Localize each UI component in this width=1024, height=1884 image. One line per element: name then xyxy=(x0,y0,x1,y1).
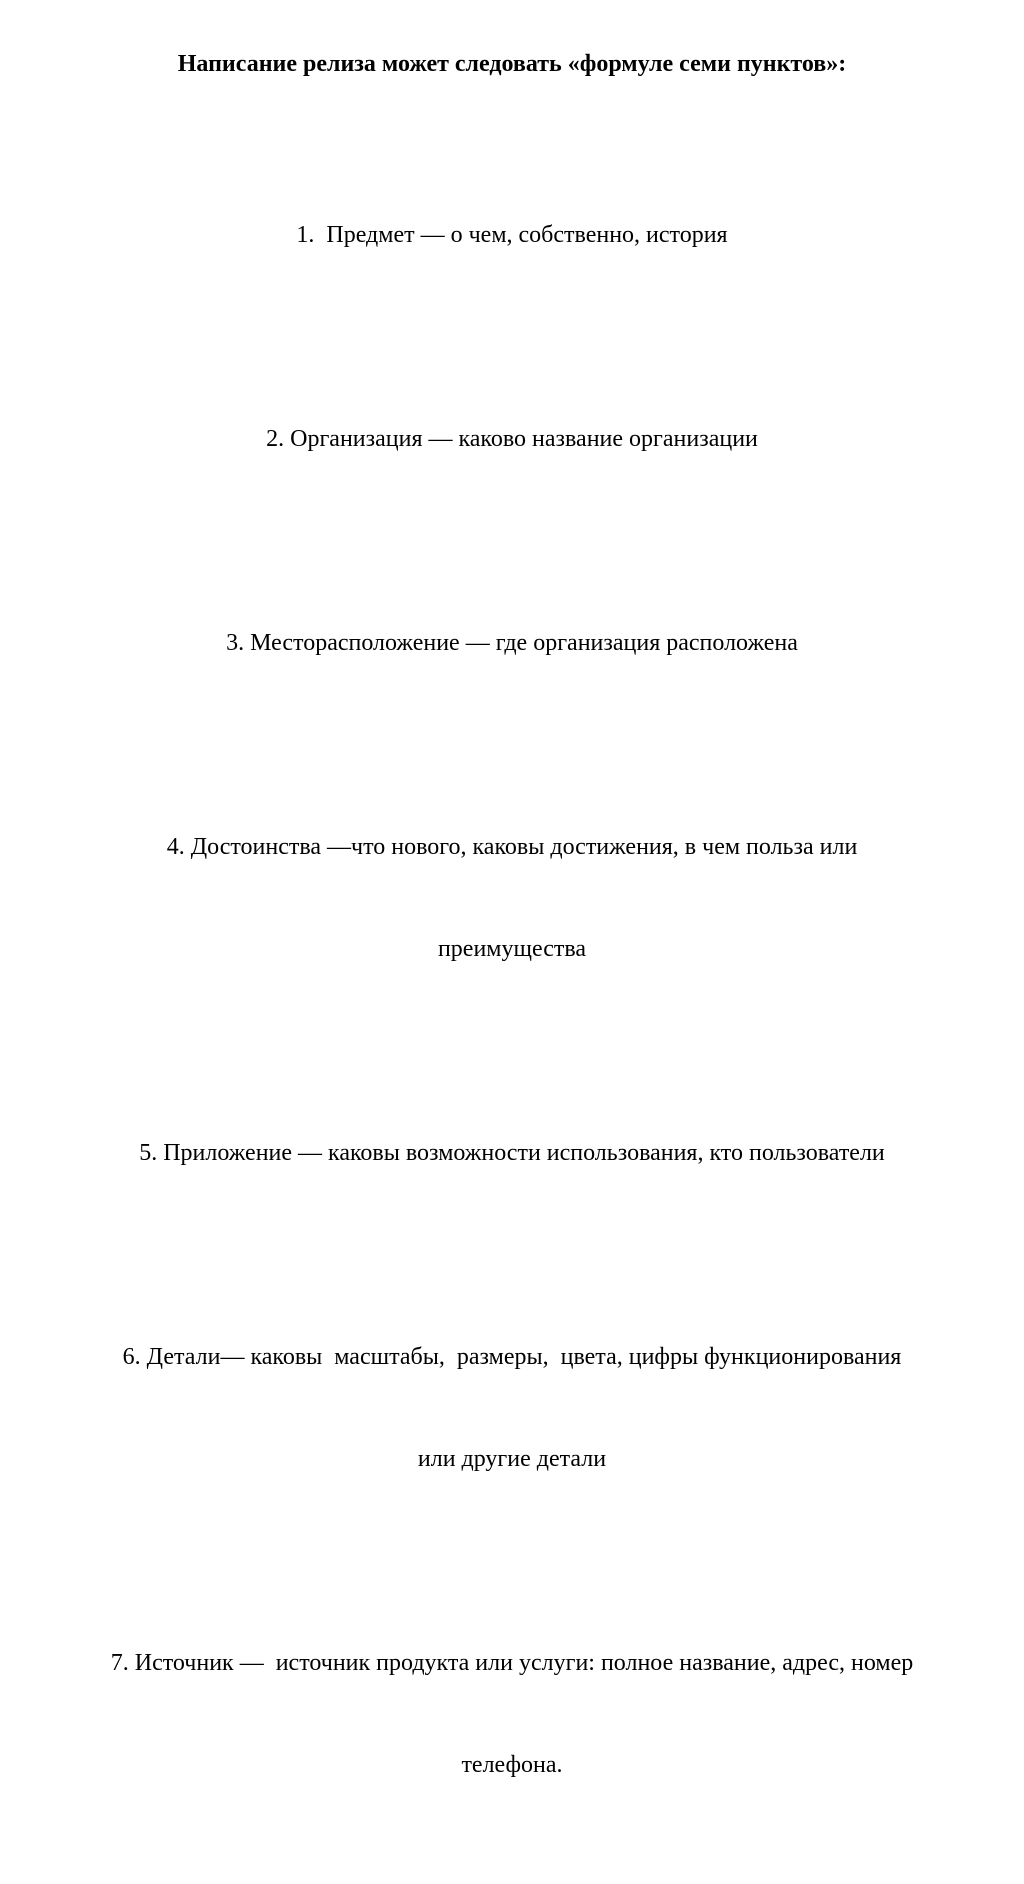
list-item-text-continuation: преимущества xyxy=(437,936,587,962)
list-item-7 xyxy=(20,1578,1004,1850)
list-item-text: 5. Приложение — каковы возможности использования, кто пользователи xyxy=(139,1140,885,1166)
list-item-1 xyxy=(20,150,1004,320)
list-item-text: 1. Предмет — о чем, собственно, история xyxy=(296,222,728,248)
list-item-3 xyxy=(20,558,1004,728)
list-item-text: 7. Источник — источник продукта или услуги: полное название, адрес, номер xyxy=(110,1650,914,1676)
list-item-4 xyxy=(20,762,1004,1034)
list-item-text: 2. Организация — каково название организации xyxy=(266,426,758,452)
list-item-text: 3. Месторасположение — где организация расположена xyxy=(226,630,798,656)
seven-point-list xyxy=(20,150,1004,1884)
list-item-6 xyxy=(20,1272,1004,1544)
list-item-text: 4. Достоинства —что нового, каковы достижения, в чем польза или xyxy=(166,834,858,860)
list-item-2 xyxy=(20,354,1004,524)
list-item-text-continuation: или другие детали xyxy=(417,1446,607,1472)
list-item-text-continuation: телефона. xyxy=(461,1752,563,1778)
list-item-text: 6. Детали— каковы масштабы, размеры, цвета, цифры функционирования xyxy=(122,1344,902,1370)
slide-title: Написание релиза может следовать «формуле семи пунктов»: xyxy=(177,51,847,77)
list-item-5 xyxy=(20,1068,1004,1238)
